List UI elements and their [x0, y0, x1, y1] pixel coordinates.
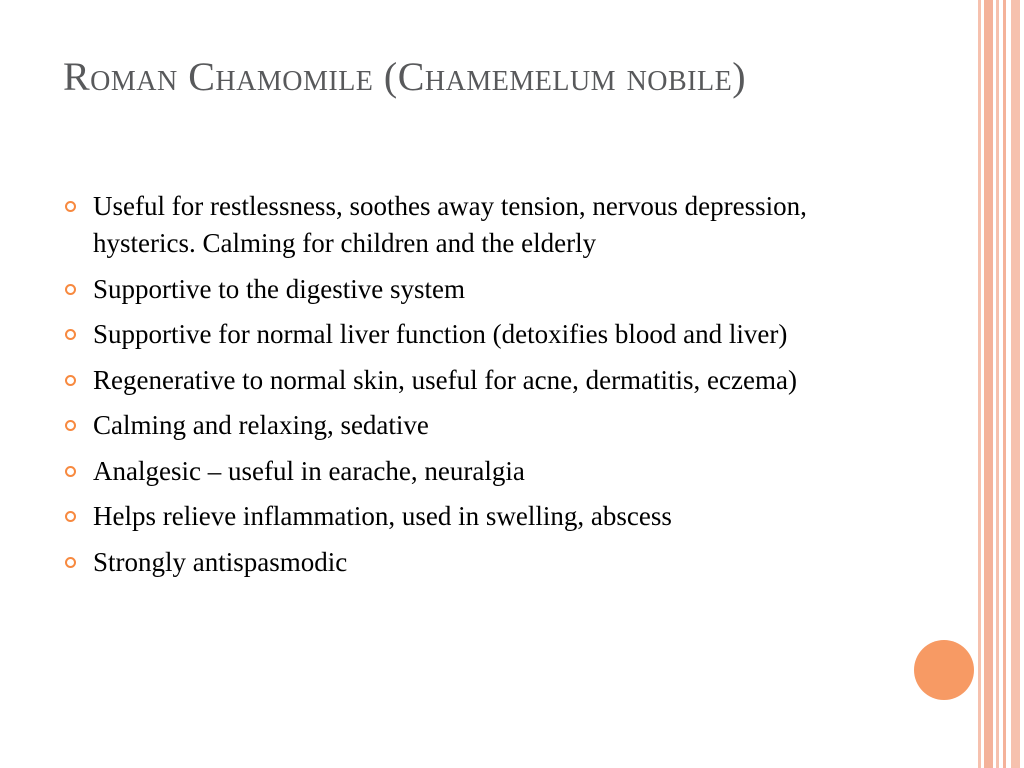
bullet-item	[63, 544, 893, 581]
bullet-text: Supportive to the digestive system	[93, 273, 465, 304]
bullet-circle-icon	[65, 329, 76, 340]
bullet-text: Useful for restlessness, soothes away tension, nervous depression, hysterics. Calming for children and the elderly	[93, 191, 807, 258]
bullet-text: Supportive for normal liver function (detoxifies blood and liver)	[93, 319, 788, 349]
decorative-stripe	[996, 0, 999, 768]
bullet-circle-icon	[65, 557, 76, 568]
decorative-stripe	[984, 0, 993, 768]
bullet-circle-icon	[65, 201, 76, 212]
bullet-circle-icon	[65, 466, 76, 477]
bullet-item	[63, 407, 893, 444]
bullet-list	[63, 188, 893, 589]
bullet-text: Calming and relaxing, sedative	[93, 410, 429, 440]
bullet-text: Analgesic – useful in earache, neuralgia	[93, 455, 525, 486]
bullet-item	[63, 498, 893, 535]
bullet-item	[63, 362, 893, 399]
decorative-stripe	[1003, 0, 1006, 768]
bullet-item	[63, 271, 893, 308]
bullet-circle-icon	[65, 375, 76, 386]
bullet-item	[63, 188, 893, 262]
slide-title: Roman Chamomile (Chamemelum nobile)	[63, 54, 747, 99]
bullet-text: Strongly antispasmodic	[93, 546, 348, 577]
bullet-item	[63, 453, 893, 490]
bullet-text: Helps relieve inflammation, used in swelling, abscess	[93, 501, 672, 531]
bullet-text: Regenerative to normal skin, useful for acne, dermatitis, eczema)	[93, 364, 797, 395]
bullet-circle-icon	[65, 284, 76, 295]
decorative-stripe	[1011, 0, 1020, 768]
bullet-circle-icon	[65, 511, 76, 522]
decorative-circle	[914, 640, 974, 700]
bullet-circle-icon	[65, 420, 76, 431]
decorative-stripe	[978, 0, 981, 768]
bullet-item	[63, 316, 893, 353]
